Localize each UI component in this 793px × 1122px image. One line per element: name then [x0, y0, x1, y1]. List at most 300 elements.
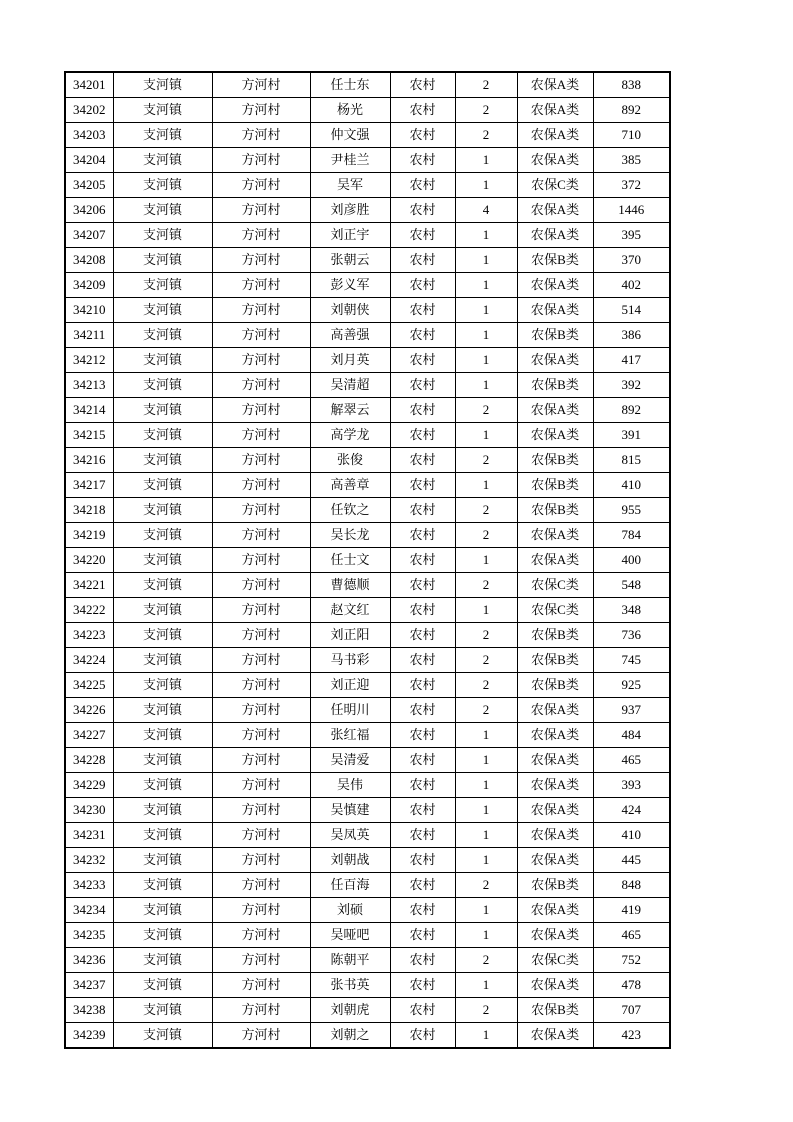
cell-person-count: 1 — [455, 723, 517, 748]
cell-record-id: 34207 — [65, 223, 113, 248]
cell-person-count: 2 — [455, 498, 517, 523]
cell-village: 方河村 — [212, 673, 310, 698]
cell-person-count: 1 — [455, 473, 517, 498]
cell-insurance-category: 农保A类 — [517, 1023, 593, 1049]
cell-amount: 370 — [593, 248, 670, 273]
cell-person-name: 张书英 — [310, 973, 390, 998]
cell-village: 方河村 — [212, 873, 310, 898]
cell-record-id: 34214 — [65, 398, 113, 423]
cell-person-count: 4 — [455, 198, 517, 223]
cell-insurance-category: 农保A类 — [517, 398, 593, 423]
cell-village: 方河村 — [212, 373, 310, 398]
cell-village: 方河村 — [212, 498, 310, 523]
cell-amount: 707 — [593, 998, 670, 1023]
cell-town: 支河镇 — [113, 873, 212, 898]
cell-amount: 892 — [593, 398, 670, 423]
cell-insurance-category: 农保B类 — [517, 648, 593, 673]
cell-residence-type: 农村 — [390, 573, 455, 598]
cell-residence-type: 农村 — [390, 323, 455, 348]
cell-person-name: 任钦之 — [310, 498, 390, 523]
cell-person-count: 2 — [455, 523, 517, 548]
cell-town: 支河镇 — [113, 598, 212, 623]
cell-village: 方河村 — [212, 523, 310, 548]
cell-village: 方河村 — [212, 698, 310, 723]
cell-person-count: 2 — [455, 873, 517, 898]
cell-village: 方河村 — [212, 473, 310, 498]
cell-amount: 937 — [593, 698, 670, 723]
cell-record-id: 34211 — [65, 323, 113, 348]
table-row — [65, 198, 670, 223]
cell-record-id: 34226 — [65, 698, 113, 723]
cell-amount: 892 — [593, 98, 670, 123]
cell-record-id: 34231 — [65, 823, 113, 848]
cell-insurance-category: 农保A类 — [517, 198, 593, 223]
cell-insurance-category: 农保A类 — [517, 548, 593, 573]
cell-town: 支河镇 — [113, 248, 212, 273]
cell-amount: 419 — [593, 898, 670, 923]
cell-village: 方河村 — [212, 823, 310, 848]
cell-record-id: 34239 — [65, 1023, 113, 1049]
cell-person-count: 2 — [455, 698, 517, 723]
cell-residence-type: 农村 — [390, 1023, 455, 1049]
cell-residence-type: 农村 — [390, 523, 455, 548]
cell-person-count: 2 — [455, 673, 517, 698]
cell-village: 方河村 — [212, 248, 310, 273]
cell-person-name: 张俊 — [310, 448, 390, 473]
cell-insurance-category: 农保B类 — [517, 373, 593, 398]
cell-town: 支河镇 — [113, 823, 212, 848]
cell-town: 支河镇 — [113, 373, 212, 398]
cell-town: 支河镇 — [113, 773, 212, 798]
cell-village: 方河村 — [212, 323, 310, 348]
cell-amount: 445 — [593, 848, 670, 873]
cell-person-count: 1 — [455, 773, 517, 798]
table-row — [65, 748, 670, 773]
cell-village: 方河村 — [212, 448, 310, 473]
table-row — [65, 948, 670, 973]
cell-person-count: 1 — [455, 298, 517, 323]
cell-record-id: 34220 — [65, 548, 113, 573]
cell-person-name: 吴伟 — [310, 773, 390, 798]
cell-town: 支河镇 — [113, 998, 212, 1023]
cell-person-count: 2 — [455, 448, 517, 473]
table-row — [65, 298, 670, 323]
table-row — [65, 148, 670, 173]
cell-amount: 423 — [593, 1023, 670, 1049]
table-row — [65, 423, 670, 448]
cell-town: 支河镇 — [113, 848, 212, 873]
cell-person-count: 1 — [455, 223, 517, 248]
cell-town: 支河镇 — [113, 298, 212, 323]
cell-town: 支河镇 — [113, 273, 212, 298]
cell-amount: 424 — [593, 798, 670, 823]
cell-town: 支河镇 — [113, 173, 212, 198]
cell-town: 支河镇 — [113, 1023, 212, 1049]
cell-person-name: 刘朝战 — [310, 848, 390, 873]
cell-amount: 478 — [593, 973, 670, 998]
cell-town: 支河镇 — [113, 948, 212, 973]
cell-village: 方河村 — [212, 623, 310, 648]
cell-person-count: 1 — [455, 173, 517, 198]
cell-record-id: 34232 — [65, 848, 113, 873]
cell-town: 支河镇 — [113, 648, 212, 673]
cell-insurance-category: 农保A类 — [517, 773, 593, 798]
cell-person-name: 任士文 — [310, 548, 390, 573]
cell-amount: 465 — [593, 748, 670, 773]
cell-amount: 410 — [593, 473, 670, 498]
cell-amount: 736 — [593, 623, 670, 648]
cell-insurance-category: 农保B类 — [517, 448, 593, 473]
cell-residence-type: 农村 — [390, 923, 455, 948]
cell-insurance-category: 农保C类 — [517, 598, 593, 623]
cell-residence-type: 农村 — [390, 548, 455, 573]
table-row — [65, 648, 670, 673]
cell-amount: 385 — [593, 148, 670, 173]
cell-person-name: 任百海 — [310, 873, 390, 898]
cell-amount: 548 — [593, 573, 670, 598]
table-row — [65, 898, 670, 923]
cell-amount: 410 — [593, 823, 670, 848]
cell-town: 支河镇 — [113, 198, 212, 223]
cell-town: 支河镇 — [113, 348, 212, 373]
cell-person-count: 1 — [455, 248, 517, 273]
table-row — [65, 823, 670, 848]
cell-insurance-category: 农保A类 — [517, 348, 593, 373]
cell-person-name: 任明川 — [310, 698, 390, 723]
cell-person-name: 吴长龙 — [310, 523, 390, 548]
cell-record-id: 34208 — [65, 248, 113, 273]
cell-residence-type: 农村 — [390, 723, 455, 748]
cell-residence-type: 农村 — [390, 998, 455, 1023]
cell-residence-type: 农村 — [390, 748, 455, 773]
cell-town: 支河镇 — [113, 973, 212, 998]
records-table — [64, 71, 671, 1049]
cell-residence-type: 农村 — [390, 698, 455, 723]
cell-record-id: 34215 — [65, 423, 113, 448]
cell-record-id: 34218 — [65, 498, 113, 523]
cell-person-count: 2 — [455, 573, 517, 598]
cell-insurance-category: 农保B类 — [517, 498, 593, 523]
cell-record-id: 34234 — [65, 898, 113, 923]
cell-insurance-category: 农保C类 — [517, 573, 593, 598]
cell-amount: 752 — [593, 948, 670, 973]
cell-record-id: 34213 — [65, 373, 113, 398]
cell-insurance-category: 农保A类 — [517, 72, 593, 98]
cell-town: 支河镇 — [113, 423, 212, 448]
cell-person-count: 1 — [455, 823, 517, 848]
cell-person-name: 解翠云 — [310, 398, 390, 423]
table-row — [65, 323, 670, 348]
cell-record-id: 34235 — [65, 923, 113, 948]
cell-town: 支河镇 — [113, 623, 212, 648]
table-row — [65, 598, 670, 623]
cell-person-count: 1 — [455, 798, 517, 823]
cell-person-name: 彭义军 — [310, 273, 390, 298]
cell-town: 支河镇 — [113, 323, 212, 348]
cell-record-id: 34233 — [65, 873, 113, 898]
cell-record-id: 34222 — [65, 598, 113, 623]
cell-record-id: 34219 — [65, 523, 113, 548]
cell-person-name: 高善章 — [310, 473, 390, 498]
cell-town: 支河镇 — [113, 923, 212, 948]
cell-village: 方河村 — [212, 423, 310, 448]
table-row — [65, 223, 670, 248]
cell-person-name: 马书彩 — [310, 648, 390, 673]
cell-village: 方河村 — [212, 748, 310, 773]
table-row — [65, 123, 670, 148]
cell-person-name: 任士东 — [310, 72, 390, 98]
cell-person-name: 吴清爱 — [310, 748, 390, 773]
cell-person-count: 1 — [455, 373, 517, 398]
table-row — [65, 798, 670, 823]
cell-record-id: 34205 — [65, 173, 113, 198]
cell-person-name: 高善强 — [310, 323, 390, 348]
cell-person-count: 1 — [455, 598, 517, 623]
cell-insurance-category: 农保C类 — [517, 948, 593, 973]
cell-record-id: 34230 — [65, 798, 113, 823]
cell-person-count: 2 — [455, 948, 517, 973]
cell-village: 方河村 — [212, 123, 310, 148]
cell-insurance-category: 农保B类 — [517, 873, 593, 898]
cell-village: 方河村 — [212, 348, 310, 373]
cell-village: 方河村 — [212, 923, 310, 948]
cell-amount: 784 — [593, 523, 670, 548]
cell-village: 方河村 — [212, 223, 310, 248]
cell-person-name: 杨光 — [310, 98, 390, 123]
table-row — [65, 473, 670, 498]
cell-residence-type: 农村 — [390, 873, 455, 898]
table-row — [65, 173, 670, 198]
cell-residence-type: 农村 — [390, 973, 455, 998]
cell-amount: 838 — [593, 72, 670, 98]
cell-insurance-category: 农保A类 — [517, 898, 593, 923]
cell-village: 方河村 — [212, 848, 310, 873]
cell-record-id: 34216 — [65, 448, 113, 473]
cell-person-name: 吴慎建 — [310, 798, 390, 823]
cell-residence-type: 农村 — [390, 198, 455, 223]
cell-town: 支河镇 — [113, 898, 212, 923]
cell-record-id: 34210 — [65, 298, 113, 323]
cell-person-name: 高学龙 — [310, 423, 390, 448]
cell-person-name: 刘正阳 — [310, 623, 390, 648]
cell-amount: 848 — [593, 873, 670, 898]
cell-person-name: 曹德顺 — [310, 573, 390, 598]
cell-amount: 484 — [593, 723, 670, 748]
cell-amount: 1446 — [593, 198, 670, 223]
cell-town: 支河镇 — [113, 448, 212, 473]
cell-insurance-category: 农保A类 — [517, 273, 593, 298]
table-row — [65, 448, 670, 473]
table-row — [65, 273, 670, 298]
cell-person-name: 刘月英 — [310, 348, 390, 373]
cell-residence-type: 农村 — [390, 373, 455, 398]
table-row — [65, 723, 670, 748]
cell-amount: 925 — [593, 673, 670, 698]
cell-record-id: 34204 — [65, 148, 113, 173]
cell-record-id: 34225 — [65, 673, 113, 698]
cell-village: 方河村 — [212, 98, 310, 123]
cell-person-count: 2 — [455, 123, 517, 148]
table-row — [65, 623, 670, 648]
cell-residence-type: 农村 — [390, 348, 455, 373]
cell-town: 支河镇 — [113, 548, 212, 573]
cell-person-count: 1 — [455, 423, 517, 448]
cell-village: 方河村 — [212, 198, 310, 223]
table-row — [65, 398, 670, 423]
cell-record-id: 34229 — [65, 773, 113, 798]
cell-village: 方河村 — [212, 648, 310, 673]
cell-residence-type: 农村 — [390, 673, 455, 698]
cell-town: 支河镇 — [113, 673, 212, 698]
cell-town: 支河镇 — [113, 98, 212, 123]
cell-person-count: 1 — [455, 848, 517, 873]
cell-insurance-category: 农保B类 — [517, 998, 593, 1023]
cell-record-id: 34223 — [65, 623, 113, 648]
cell-person-name: 刘朝之 — [310, 1023, 390, 1049]
cell-person-count: 2 — [455, 998, 517, 1023]
cell-person-name: 张朝云 — [310, 248, 390, 273]
cell-person-count: 1 — [455, 923, 517, 948]
table-row — [65, 98, 670, 123]
cell-person-name: 刘彦胜 — [310, 198, 390, 223]
cell-amount: 386 — [593, 323, 670, 348]
cell-person-name: 刘朝侠 — [310, 298, 390, 323]
cell-residence-type: 农村 — [390, 98, 455, 123]
cell-residence-type: 农村 — [390, 773, 455, 798]
cell-person-count: 1 — [455, 323, 517, 348]
cell-village: 方河村 — [212, 948, 310, 973]
cell-insurance-category: 农保A类 — [517, 148, 593, 173]
cell-town: 支河镇 — [113, 123, 212, 148]
cell-amount: 417 — [593, 348, 670, 373]
cell-person-count: 1 — [455, 348, 517, 373]
cell-village: 方河村 — [212, 148, 310, 173]
cell-insurance-category: 农保C类 — [517, 173, 593, 198]
cell-town: 支河镇 — [113, 473, 212, 498]
cell-amount: 465 — [593, 923, 670, 948]
cell-residence-type: 农村 — [390, 123, 455, 148]
cell-insurance-category: 农保A类 — [517, 848, 593, 873]
cell-village: 方河村 — [212, 298, 310, 323]
cell-residence-type: 农村 — [390, 498, 455, 523]
cell-insurance-category: 农保A类 — [517, 298, 593, 323]
cell-residence-type: 农村 — [390, 248, 455, 273]
cell-amount: 955 — [593, 498, 670, 523]
cell-insurance-category: 农保B类 — [517, 473, 593, 498]
cell-town: 支河镇 — [113, 723, 212, 748]
cell-residence-type: 农村 — [390, 173, 455, 198]
table-row — [65, 1023, 670, 1049]
cell-town: 支河镇 — [113, 698, 212, 723]
cell-person-name: 赵文红 — [310, 598, 390, 623]
cell-person-name: 刘正宇 — [310, 223, 390, 248]
cell-residence-type: 农村 — [390, 223, 455, 248]
table-row — [65, 873, 670, 898]
cell-village: 方河村 — [212, 973, 310, 998]
cell-person-name: 刘硕 — [310, 898, 390, 923]
cell-residence-type: 农村 — [390, 898, 455, 923]
cell-amount: 372 — [593, 173, 670, 198]
cell-person-name: 张红福 — [310, 723, 390, 748]
cell-record-id: 34209 — [65, 273, 113, 298]
cell-insurance-category: 农保A类 — [517, 223, 593, 248]
cell-person-name: 陈朝平 — [310, 948, 390, 973]
cell-amount: 710 — [593, 123, 670, 148]
cell-record-id: 34236 — [65, 948, 113, 973]
cell-record-id: 34203 — [65, 123, 113, 148]
cell-residence-type: 农村 — [390, 598, 455, 623]
cell-residence-type: 农村 — [390, 398, 455, 423]
table-row — [65, 548, 670, 573]
table-row — [65, 973, 670, 998]
table-row — [65, 673, 670, 698]
cell-insurance-category: 农保A类 — [517, 123, 593, 148]
cell-residence-type: 农村 — [390, 948, 455, 973]
cell-village: 方河村 — [212, 72, 310, 98]
cell-person-name: 刘朝虎 — [310, 998, 390, 1023]
cell-person-name: 刘正迎 — [310, 673, 390, 698]
cell-amount: 392 — [593, 373, 670, 398]
table-row — [65, 348, 670, 373]
cell-residence-type: 农村 — [390, 423, 455, 448]
cell-residence-type: 农村 — [390, 648, 455, 673]
cell-residence-type: 农村 — [390, 848, 455, 873]
table-row — [65, 573, 670, 598]
cell-residence-type: 农村 — [390, 473, 455, 498]
cell-amount: 391 — [593, 423, 670, 448]
table-row — [65, 72, 670, 98]
cell-village: 方河村 — [212, 173, 310, 198]
cell-insurance-category: 农保A类 — [517, 973, 593, 998]
cell-village: 方河村 — [212, 548, 310, 573]
cell-residence-type: 农村 — [390, 273, 455, 298]
cell-person-name: 吴凤英 — [310, 823, 390, 848]
cell-town: 支河镇 — [113, 573, 212, 598]
table-row — [65, 698, 670, 723]
cell-village: 方河村 — [212, 998, 310, 1023]
cell-insurance-category: 农保B类 — [517, 248, 593, 273]
cell-insurance-category: 农保A类 — [517, 723, 593, 748]
table-row — [65, 248, 670, 273]
cell-town: 支河镇 — [113, 398, 212, 423]
table-row — [65, 848, 670, 873]
cell-record-id: 34201 — [65, 72, 113, 98]
cell-town: 支河镇 — [113, 798, 212, 823]
cell-amount: 514 — [593, 298, 670, 323]
cell-person-count: 1 — [455, 898, 517, 923]
cell-village: 方河村 — [212, 398, 310, 423]
cell-person-count: 2 — [455, 398, 517, 423]
cell-village: 方河村 — [212, 898, 310, 923]
cell-record-id: 34224 — [65, 648, 113, 673]
cell-insurance-category: 农保A类 — [517, 798, 593, 823]
cell-insurance-category: 农保A类 — [517, 698, 593, 723]
cell-person-count: 1 — [455, 1023, 517, 1049]
cell-insurance-category: 农保B类 — [517, 673, 593, 698]
cell-record-id: 34202 — [65, 98, 113, 123]
cell-person-count: 2 — [455, 648, 517, 673]
cell-amount: 393 — [593, 773, 670, 798]
cell-insurance-category: 农保A类 — [517, 923, 593, 948]
cell-village: 方河村 — [212, 773, 310, 798]
table-row — [65, 998, 670, 1023]
cell-record-id: 34217 — [65, 473, 113, 498]
records-table-body — [65, 72, 670, 1048]
cell-insurance-category: 农保A类 — [517, 98, 593, 123]
cell-amount: 815 — [593, 448, 670, 473]
table-row — [65, 523, 670, 548]
cell-town: 支河镇 — [113, 748, 212, 773]
